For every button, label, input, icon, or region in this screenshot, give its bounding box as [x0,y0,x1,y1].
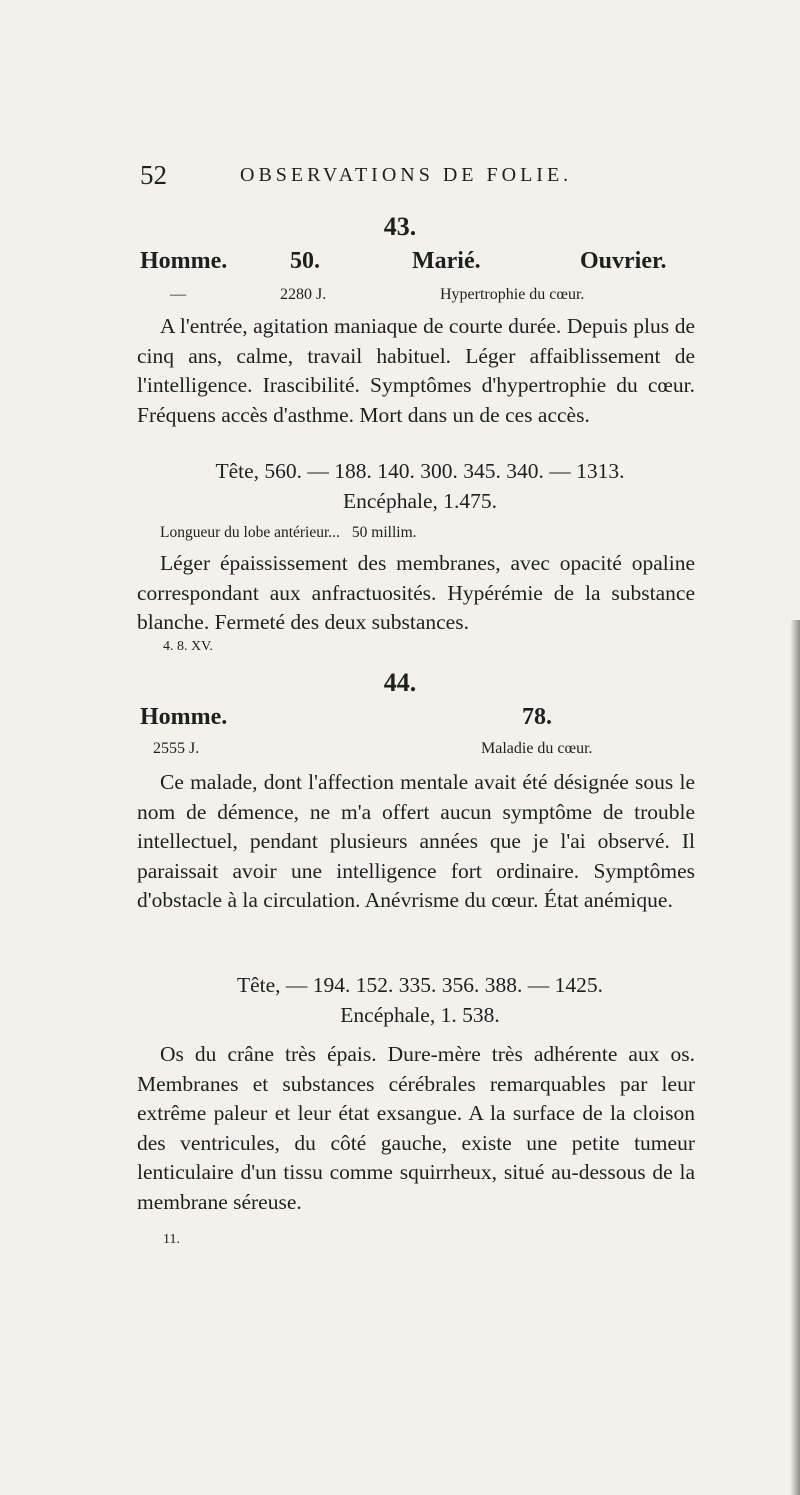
observation-text: A l'entrée, agitation maniaque de courte durée. Depuis plus de cinq ans, calme, travail habituel. Léger affaiblissement de l'intelligence. Irascibilité. Symptômes d'hypertrophie du cœur. Fréquens accès d'asthme. Mort dans un de ces accès. [137,314,695,427]
header-age: 50. [290,248,320,274]
lobe-length [160,524,417,542]
observation-number: 44. [383,668,417,697]
lobe-length-value: 50 millim. [351,524,417,541]
lobe-length-label: Longueur du lobe antérieur... [160,524,340,541]
autopsy-text: Os du crâne très épais. Dure-mère très adhérente aux os. Membranes et substances cérébrales remarquables par leur extrême paleur et leur état exsangue. A la surface de la cloison des ventricules, du côté gauche, existe une petite tumeur lenticulaire d'un tissu comme squirrheux, situé au-dessous de la membrane séreuse. [137,1042,695,1214]
head-measurements: Tête, — 194. 152. 335. 356. 388. — 1425. [236,973,604,997]
observation-number: 43. [383,212,417,241]
brain-weight: Encéphale, 1. 538. [340,1003,500,1027]
subheader-dash: — [170,286,186,303]
brain-weight: Encéphale, 1.475. [342,489,498,513]
header-sex: Homme. [140,704,228,730]
subheader-diagnosis: Hypertrophie du cœur. [440,286,585,303]
observation-text: Ce malade, dont l'affection mentale avait été désignée sous le nom de démence, ne m'a offert aucun symptôme de trouble intellectuel, pendant plusieurs années que je l'ai observé. Il paraissait avoir une intelligence fort ordinaire. Symptômes d'obstacle à la circulation. Anévrisme du cœur. État anémique. [137,770,695,912]
page-edge-shadow [790,620,800,1495]
running-head [0,160,800,200]
subheader-duration: 2280 J. [280,286,327,303]
subheader-diagnosis: Maladie du cœur. [481,740,593,757]
autopsy-text: Léger épaississement des membranes, avec opacité opaline correspondant aux anfractuosités. Hypérémie de la substance blanche. Fermeté des deux substances. [137,551,695,634]
header-profession: Ouvrier. [580,248,667,274]
header-sex: Homme. [140,248,228,274]
subheader-duration: 2555 J. [153,740,200,757]
head-measurements: Tête, 560. — 188. 140. 300. 345. 340. — 1313. [215,459,625,483]
header-age: 78. [522,704,552,730]
running-title: OBSERVATIONS DE FOLIE. [240,164,573,186]
date-reference: 11. [163,1232,180,1247]
header-status: Marié. [412,248,481,274]
date-reference: 4. 8. XV. [163,639,213,654]
page-number: 52 [140,160,167,190]
